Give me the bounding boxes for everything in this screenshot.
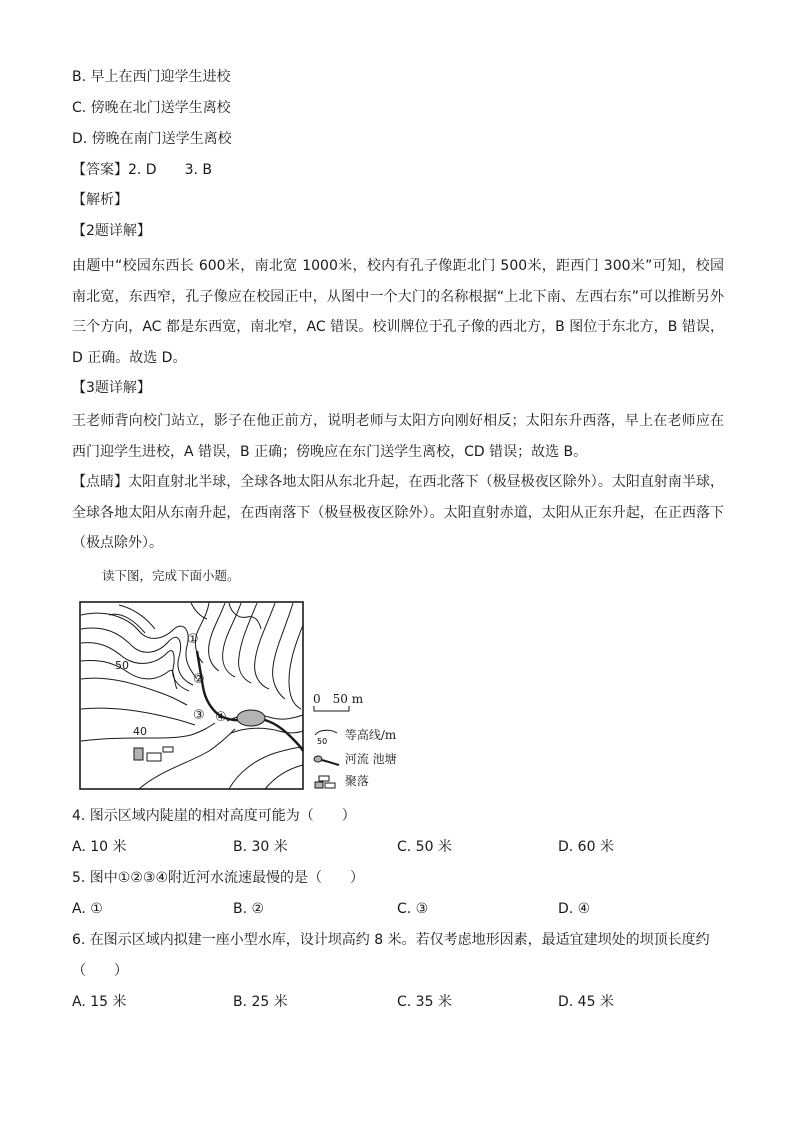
q4-option-a: A. 10 米 bbox=[72, 839, 127, 855]
option-b: B. 早上在西门迎学生进校 bbox=[72, 69, 231, 85]
settlement-block-3 bbox=[163, 747, 173, 752]
q4-option-b: B. 30 米 bbox=[233, 839, 288, 855]
contour-label-50: 50 bbox=[115, 659, 129, 672]
option-c: C. 傍晚在北门送学生离校 bbox=[72, 100, 231, 116]
q5-stem: 5. 图中①②③④附近河水流速最慢的是（ ） bbox=[72, 870, 365, 886]
q6-option-c: C. 35 米 bbox=[397, 994, 452, 1010]
scale-bar: 0 50 m bbox=[313, 692, 364, 706]
q4-stem: 4. 图示区域内陡崖的相对高度可能为（ ） bbox=[72, 808, 356, 824]
legend-contour: 50 等高线/m bbox=[313, 726, 396, 745]
q3-detail: 王老师背向校门站立，影子在他正前方，说明老师与太阳方向刚好相反；太阳东升西落，早上在老师应在西门迎学生进校，A 错误，B 正确；傍晚应在东门送学生离校，CD 错误；故选 B。 bbox=[72, 413, 724, 460]
option-d: D. 傍晚在南门送学生离校 bbox=[72, 131, 232, 147]
read-prompt: 读下图，完成下面小题。 bbox=[102, 568, 240, 583]
marker-1: ① bbox=[187, 632, 199, 647]
analysis-label: 【解析】 bbox=[72, 192, 128, 208]
settlement-block-2 bbox=[147, 753, 161, 761]
legend-river: 河流 池塘 bbox=[313, 750, 397, 767]
q2-detail: 由题中“校园东西长 600米，南北宽 1000米，校内有孔子像距北门 500米，距西门 300米”可知，校园南北宽，东西窄，孔子像应在校园正中，从图中一个大门的名称根据“上北下南、左西右东”可以推断另外三个方向，AC 都是东西宽，南北窄，AC 错误。校训牌位于孔子像的西北方，B 图位于东北方，B 错误，D 正确。故选 D。 bbox=[72, 258, 724, 366]
marker-2: ② bbox=[193, 672, 205, 687]
q6-option-d: D. 45 米 bbox=[558, 994, 614, 1010]
settlement-block-1 bbox=[134, 748, 143, 760]
q5-option-b: B. ② bbox=[233, 901, 265, 917]
q6-option-b: B. 25 米 bbox=[233, 994, 288, 1010]
tip-paragraph: 【点睛】太阳直射北半球，全球各地太阳从东北升起，在西北落下（极昼极夜区除外）。太阳直射南半球，全球各地太阳从东南升起，在西南落下（极昼极夜区除外）。太阳直射赤道，太阳从正东升起，在正西落下（极点除外）。 bbox=[72, 474, 724, 551]
map-frame bbox=[80, 602, 303, 789]
q5-option-d: D. ④ bbox=[558, 901, 591, 917]
q3-heading: 【3题详解】 bbox=[72, 380, 151, 396]
contour-map bbox=[79, 601, 305, 791]
q6-stem: 6. 在图示区域内拟建一座小型水库，设计坝高约 8 米。若仅考虑地形因素，最适宜建坝处的坝顶长度约 bbox=[72, 932, 710, 948]
q2-heading: 【2题详解】 bbox=[72, 223, 151, 239]
pond bbox=[237, 710, 265, 726]
scale-bar-line bbox=[313, 706, 353, 712]
q4-option-c: C. 50 米 bbox=[397, 839, 452, 855]
legend-settlement: 聚落 bbox=[313, 772, 369, 790]
answer-line: 【答案】2. D 3. B bbox=[72, 162, 212, 178]
settlement-legend-icon bbox=[313, 774, 341, 790]
marker-3: ③ bbox=[193, 708, 205, 723]
q6-stem-cont: （ ） bbox=[72, 963, 128, 979]
contour-label-40: 40 bbox=[133, 725, 147, 738]
river-legend-icon bbox=[313, 753, 341, 767]
q6-option-a: A. 15 米 bbox=[72, 994, 127, 1010]
q4-option-d: D. 60 米 bbox=[558, 839, 614, 855]
q5-option-a: A. ① bbox=[72, 901, 103, 917]
marker-4: ④ bbox=[215, 710, 227, 725]
svg-text:50: 50 bbox=[317, 736, 328, 745]
q5-option-c: C. ③ bbox=[397, 901, 429, 917]
contour-legend-icon bbox=[313, 727, 341, 745]
